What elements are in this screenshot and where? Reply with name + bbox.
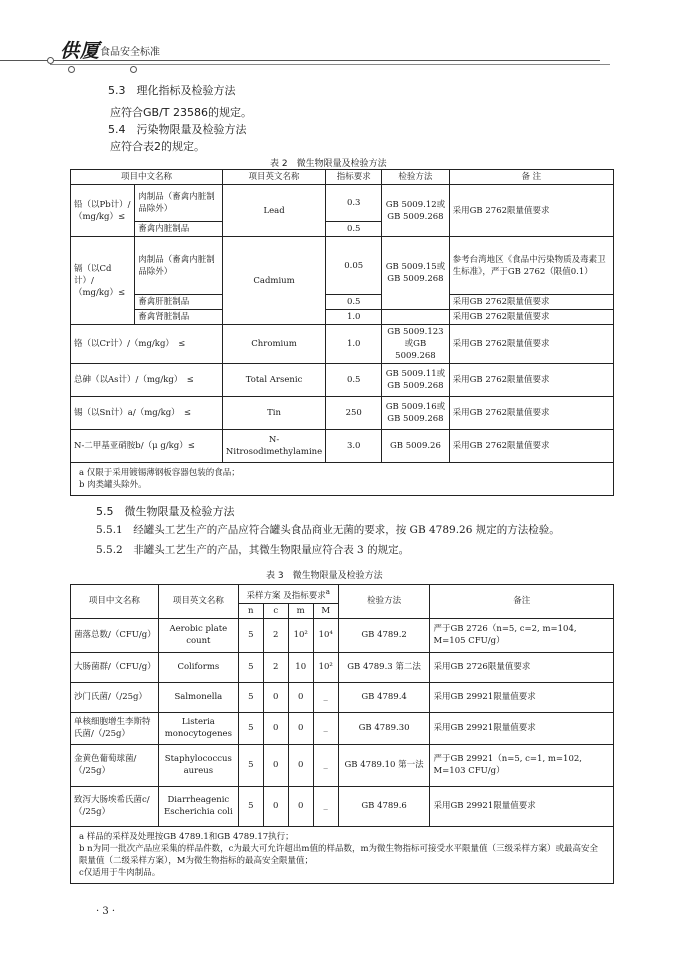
t2-cell-name: 总砷（以As计）/（mg/kg） ≤ (71, 364, 223, 397)
t3-cell-c: 0 (263, 786, 288, 826)
t3-cell-note: 采用GB 29921限量值要求 (430, 682, 614, 712)
t2-cell-name: 铅（以Pb计）/（mg/kg）≤ (71, 185, 135, 237)
t3-cell-c: 2 (263, 652, 288, 682)
t2-cell-val: 3.0 (326, 430, 382, 463)
section-heading-5-3: 5.3 理化指标及检验方法 (108, 84, 236, 97)
t2-cell-val: 0.5 (326, 364, 382, 397)
t3-subheader: c (263, 603, 288, 618)
t3-cell-m: 10 (288, 652, 313, 682)
t2-header: 项目英文名称 (222, 170, 325, 185)
t2-cell-method: GB 5009.11或GB 5009.268 (382, 364, 449, 397)
t3-cell-cn: 沙门氏菌/（/25g） (71, 682, 159, 712)
t3-cell-en: Listeria monocytogenes (158, 712, 238, 744)
t2-cell-note: 采用GB 2762限量值要求 (449, 397, 613, 430)
t3-cell-n: 5 (238, 652, 263, 682)
t3-cell-method: GB 4789.10 第一法 (338, 744, 430, 786)
t2-cell-method: GB 5009.12或GB 5009.268 (382, 185, 449, 237)
t3-cell-note: 严于GB 29921（n=5, c=1, m=102, M=103 CFU/g） (430, 744, 614, 786)
t3-subheader: n (238, 603, 263, 618)
t3-cell-n: 5 (238, 744, 263, 786)
t2-note: b 肉类罐头除外。 (79, 480, 147, 490)
t3-cell-M: _ (313, 682, 338, 712)
t2-cell-val: 250 (326, 397, 382, 430)
t3-cell-n: 5 (238, 786, 263, 826)
t3-cell-cn: 单核细胞增生李斯特氏菌/（/25g） (71, 712, 159, 744)
t2-header: 项目中文名称 (71, 170, 223, 185)
t3-header: 检验方法 (338, 585, 430, 619)
t2-cell-note: 采用GB 2762限量值要求 (449, 430, 613, 463)
t2-cell-en: Tin (222, 397, 325, 430)
header-dot (47, 57, 54, 64)
t2-cell-sub: 肉制品（畜禽内脏制品除外） (135, 237, 223, 295)
header-rule-secondary (50, 64, 610, 65)
t2-cell-sub: 畜禽肾脏制品 (135, 310, 223, 325)
t3-header: 项目中文名称 (71, 585, 159, 619)
t3-cell-method: GB 4789.3 第二法 (338, 652, 430, 682)
t3-cell-n: 5 (238, 682, 263, 712)
t3-cell-cn: 金黄色葡萄球菌/（/25g） (71, 744, 159, 786)
t3-header-plan-sup: a (325, 587, 330, 596)
t3-cell-m: 0 (288, 712, 313, 744)
t3-cell-en: Diarrheagenic Escherichia coli (158, 786, 238, 826)
t3-cell-M: 10⁴ (313, 618, 338, 652)
t3-note: c仅适用于牛肉制品。 (79, 867, 161, 878)
t3-header: 项目英文名称 (158, 585, 238, 619)
table2-caption: 表 2 微生物限量及检验方法 (270, 159, 387, 169)
t2-notes (71, 463, 614, 496)
t2-cell-en: Lead (222, 185, 325, 237)
t2-header: 备 注 (449, 170, 613, 185)
t3-cell-method: GB 4789.30 (338, 712, 430, 744)
section-text-5-3: 应符合GB/T 23586的规定。 (110, 106, 252, 119)
section-heading-5-4: 5.4 污染物限量及检验方法 (108, 123, 247, 136)
t3-cell-cn: 菌落总数/（CFU/g） (71, 618, 159, 652)
t2-cell-note: 参考台湾地区《食品中污染物质及毒素卫生标准》，严于GB 2762（限值0.1） (449, 237, 613, 295)
t3-cell-n: 5 (238, 618, 263, 652)
t2-cell-sub: 畜禽内脏制品 (135, 222, 223, 237)
t3-cell-M: 10² (313, 652, 338, 682)
page-number: · 3 · (96, 906, 116, 917)
t2-cell-method: GB 5009.26 (382, 430, 449, 463)
section-heading-5-5: 5.5 微生物限量及检验方法 (96, 505, 235, 518)
t2-cell-note: 采用GB 2762限量值要求 (449, 185, 613, 237)
t3-cell-note: 采用GB 2726限量值要求 (430, 652, 614, 682)
t2-cell-sub: 畜禽肝脏制品 (135, 295, 223, 310)
t3-cell-en: Aerobic plate count (158, 618, 238, 652)
t2-cell-val: 1.0 (326, 310, 382, 325)
t3-cell-cn: 致泻大肠埃希氏菌c/（/25g） (71, 786, 159, 826)
t2-cell-val: 0.3 (326, 185, 382, 222)
table-3 (70, 584, 614, 884)
t2-cell-val: 0.5 (326, 295, 382, 310)
table-2 (70, 169, 614, 496)
header-rule (0, 60, 600, 61)
t3-cell-method: GB 4789.4 (338, 682, 430, 712)
t2-cell-note: 采用GB 2762限量值要求 (449, 364, 613, 397)
paragraph-5-5-2: 5.5.2 非罐头工艺生产的产品，其微生物限量应符合表 3 的规定。 (96, 544, 410, 556)
t3-cell-c: 0 (263, 682, 288, 712)
table3-caption: 表 3 微生物限量及检验方法 (266, 571, 383, 581)
t2-cell-note: 采用GB 2762限量值要求 (449, 325, 613, 364)
t2-cell-en: Total Arsenic (222, 364, 325, 397)
t2-note: a 仅限于采用镀锡薄钢板容器包装的食品； (79, 468, 240, 478)
t2-cell-sub: 肉制品（畜禽内脏制品除外） (135, 185, 223, 222)
t2-header: 指标要求 (326, 170, 382, 185)
t3-header-plan (238, 585, 338, 604)
t3-cell-en: Staphylococcus aureus (158, 744, 238, 786)
brand-logo: 供厦 (60, 40, 101, 62)
t2-cell-empty (382, 310, 449, 325)
t2-cell-en: N-Nitrosodimethylamine (222, 430, 325, 463)
header-dot (130, 66, 137, 73)
t3-cell-c: 2 (263, 618, 288, 652)
t3-notes (71, 826, 614, 883)
t3-note: a 样品的采样及处理按GB 4789.1和GB 4789.17执行； (79, 831, 294, 842)
brand-subtitle: 食品安全标准 (100, 47, 160, 58)
t2-cell-name: 铬（以Cr计）/（mg/kg） ≤ (71, 325, 223, 364)
section-text-5-4: 应符合表2的规定。 (110, 140, 205, 153)
t2-cell-en: Chromium (222, 325, 325, 364)
t3-header-plan-label: 采样方案 及指标要求 (246, 590, 326, 601)
t3-subheader: m (288, 603, 313, 618)
t2-cell-method: GB 5009.15或GB 5009.268 (382, 237, 449, 310)
t3-cell-en: Salmonella (158, 682, 238, 712)
t2-cell-method: GB 5009.16或GB 5009.268 (382, 397, 449, 430)
t3-cell-M: _ (313, 786, 338, 826)
t3-header: 备注 (430, 585, 614, 619)
t3-note: b n为同一批次产品应采集的样品件数，c为最大可允许超出m值的样品数，m为微生物指标可接受水平限量值（三级采样方案）或最高安全限量值（二级采样方案），M为微生物指标的最高安全限量值； (79, 843, 599, 866)
t3-cell-M: _ (313, 712, 338, 744)
t3-cell-m: 0 (288, 744, 313, 786)
t3-cell-note: 采用GB 29921限量值要求 (430, 786, 614, 826)
t2-cell-note: 采用GB 2762限量值要求 (449, 295, 613, 310)
t3-cell-cn: 大肠菌群/（CFU/g） (71, 652, 159, 682)
t2-cell-val: 0.05 (326, 237, 382, 295)
t3-cell-note: 严于GB 2726（n=5, c=2, m=104, M=105 CFU/g） (430, 618, 614, 652)
t3-cell-m: 10² (288, 618, 313, 652)
t3-cell-M: _ (313, 744, 338, 786)
t3-cell-method: GB 4789.2 (338, 618, 430, 652)
t2-cell-name: 镉（以Cd计）/（mg/kg）≤ (71, 237, 135, 325)
t3-cell-c: 0 (263, 712, 288, 744)
header-dot (68, 66, 75, 73)
t3-cell-c: 0 (263, 744, 288, 786)
t2-cell-en: Cadmium (222, 237, 325, 325)
t3-cell-m: 0 (288, 682, 313, 712)
t3-cell-m: 0 (288, 786, 313, 826)
t3-cell-n: 5 (238, 712, 263, 744)
t3-cell-method: GB 4789.6 (338, 786, 430, 826)
t2-cell-name: N-二甲基亚硝胺b/（μ g/kg）≤ (71, 430, 223, 463)
t3-cell-en: Coliforms (158, 652, 238, 682)
t2-header: 检验方法 (382, 170, 449, 185)
t2-cell-name: 锡（以Sn计）a/（mg/kg） ≤ (71, 397, 223, 430)
t2-cell-val: 0.5 (326, 222, 382, 237)
t2-cell-note: 采用GB 2762限量值要求 (449, 310, 613, 325)
t3-cell-note: 采用GB 29921限量值要求 (430, 712, 614, 744)
t2-cell-val: 1.0 (326, 325, 382, 364)
paragraph-5-5-1: 5.5.1 经罐头工艺生产的产品应符合罐头食品商业无菌的要求，按 GB 4789.26 规定的方法检验。 (96, 524, 560, 536)
t2-cell-method: GB 5009.123或GB 5009.268 (382, 325, 449, 364)
t3-subheader: M (313, 603, 338, 618)
